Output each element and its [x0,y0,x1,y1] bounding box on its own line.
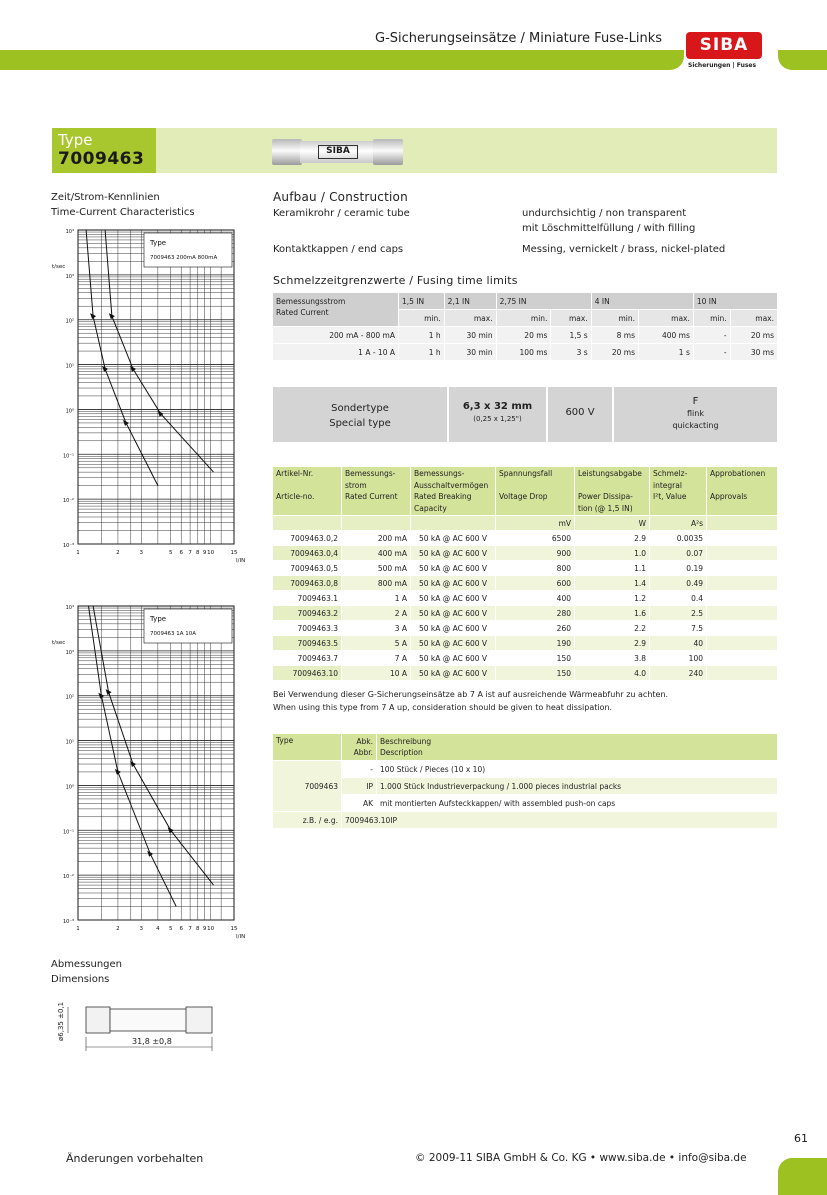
y-tick-label: 10⁻² [62,874,74,881]
fusing-cell: - [694,327,730,343]
article-cell [707,576,777,590]
article-cell [707,591,777,605]
x-tick-label: 4 [156,926,160,932]
article-cell: 2.9 [575,531,649,545]
x-tick-label: 2 [116,550,120,556]
header-title: G-Sicherungseinsätze / Miniature Fuse-Links [375,31,663,46]
x-tick-label: 5 [168,926,173,932]
article-cell: 260 [496,621,574,635]
fusing-m2: 2,1 IN [445,293,496,309]
article-cell [707,666,777,680]
pack-eg-value: 7009463.10IP [342,812,777,828]
article-header-line: Power Dissipa- [578,492,633,501]
article-row [273,546,777,560]
article-cell: 50 kA @ AC 600 V [411,531,495,545]
article-header-line: Approbationen [710,469,766,478]
fusing-cell: 400 ms [639,327,693,343]
article-cell: 1.6 [575,606,649,620]
legend-text: 7009463 200mA 800mA [150,255,218,261]
construction-transparency: undurchsichtig / non transparent [522,208,687,219]
y-tick-label: 10⁻² [62,498,74,505]
tc-heading-en: Time-Current Characteristics [51,207,195,218]
article-header-line: Bemessungs- [345,469,396,478]
article-cell: 7009463.7 [273,651,341,665]
x-tick-label: 8 [196,926,200,932]
article-header-line: Bemessungs- [414,469,465,478]
x-tick-label: 10 [207,550,215,556]
article-header [411,467,495,515]
article-cell: 50 kA @ AC 600 V [411,606,495,620]
special-voltage: 600 V [548,387,612,442]
article-unit: mV [496,516,574,530]
y-tick-label: 10⁻¹ [62,829,74,836]
type-number: 7009463 [58,149,145,169]
x-tick-label: 3 [139,926,144,932]
construction-filling: mit Löschmittelfüllung / with filling [522,223,696,234]
fusing-h1: Bemessungsstrom [276,297,346,306]
y-tick-label: 10¹ [65,363,74,370]
article-cell: 50 kA @ AC 600 V [411,546,495,560]
article-row [273,621,777,635]
time-current-chart-2 [48,598,248,954]
special-char-en: quickacting [672,421,719,430]
article-table [272,466,778,681]
article-cell: 7009463.0,5 [273,561,341,575]
pack-h-abbr: Abbr. [353,748,373,757]
y-tick-label: 10⁻¹ [62,453,74,460]
special-char: F [692,396,699,407]
special-char-de: flink [687,409,704,418]
fusing-cell: 1 h [399,344,444,360]
fusing-cell: 30 min [445,327,496,343]
article-cell: 190 [496,636,574,650]
pack-abbr: AK [342,795,376,811]
article-cell: 280 [496,606,574,620]
pack-eg-label: z.B. / e.g. [273,812,341,828]
article-header-line: Leistungsabgabe [578,469,642,478]
article-header-line: strom [345,480,367,490]
y-tick-label: 10⁻³ [62,543,74,549]
article-cell: 0.07 [650,546,706,560]
type-bar [156,128,777,173]
article-cell [707,531,777,545]
x-tick-label: 15 [230,926,238,932]
legend-title: Type [150,239,167,247]
article-cell: 0.4 [650,591,706,605]
construction-caps: Kontaktkappen / end caps [273,244,404,255]
y-tick-label: 10³ [65,273,74,280]
packaging-table [272,733,778,829]
article-row [273,561,777,575]
legend-text: 7009463 1A 10A [150,631,197,637]
special-type-box [273,387,777,442]
article-cell: 0.49 [650,576,706,590]
construction-caps-material: Messing, vernickelt / brass, nickel-plated [522,244,726,255]
article-cell: 1.4 [575,576,649,590]
footer-right: © 2009-11 SIBA GmbH & Co. KG • www.siba.de • info@siba.de [415,1152,747,1164]
x-tick-label: 10 [207,926,215,932]
y-tick-label: 10⁻³ [62,919,74,925]
fusing-cell: 20 ms [497,327,551,343]
y-tick-label: 10² [65,318,74,325]
fusing-m4: 4 IN [592,293,693,309]
article-header-line: Schmelz- [653,469,688,478]
article-cell: 3 A [342,621,410,635]
article-cell: 400 mA [342,546,410,560]
article-header-line: tion (@ 1,5 IN) [578,503,633,513]
fusing-max: max. [445,310,496,326]
fusing-min: min. [592,310,638,326]
article-cell: 7009463.3 [273,621,341,635]
fusing-title: Schmelzzeitgrenzwerte / Fusing time limits [273,274,518,287]
article-cell: 7009463.10 [273,666,341,680]
article-cell: 6500 [496,531,574,545]
x-tick-label: 9 [202,926,207,932]
article-row [273,666,777,680]
page-number: 61 [794,1132,808,1145]
article-cell: 800 [496,561,574,575]
fusing-min: min. [399,310,444,326]
fusing-m3: 2,75 IN [497,293,591,309]
article-cell: 1.0 [575,546,649,560]
fusing-m1: 1,5 IN [399,293,444,309]
article-unit [707,516,777,530]
logo-subtitle: Sicherungen | Fuses [688,62,757,69]
article-cell: 50 kA @ AC 600 V [411,591,495,605]
fusing-m5: 10 IN [694,293,777,309]
y-tick-label: 10¹ [65,739,74,746]
article-cell: 50 kA @ AC 600 V [411,651,495,665]
special-size-inch: (0,25 x 1,25") [473,415,522,423]
tc-heading-de: Zeit/Strom-Kennlinien [51,192,160,203]
article-unit [273,516,341,530]
x-tick-label: 2 [116,926,120,932]
dim-heading-en: Dimensions [51,974,110,985]
article-row [273,636,777,650]
article-header-line: Capacity [414,503,447,513]
article-cell: 7009463.2 [273,606,341,620]
fusing-cell: 1,5 s [551,327,590,343]
x-tick-label: 8 [196,550,200,556]
y-tick-label: 10⁴ [65,605,74,611]
article-cell: 500 mA [342,561,410,575]
article-cell: 5 A [342,636,410,650]
article-cell: 7.5 [650,621,706,635]
article-unit: A²s [650,516,706,530]
special-en: Special type [329,418,391,429]
x-tick-label: 5 [168,550,173,556]
construction-title: Aufbau / Construction [273,190,408,204]
x-tick-label: 1 [76,926,80,932]
pack-desc: 1.000 Stück Industrieverpackung / 1.000 pieces industrial packs [377,778,777,794]
article-cell: 600 [496,576,574,590]
article-header [342,467,410,515]
fusing-row-label: 1 A - 10 A [273,344,398,360]
article-cell: 10 A [342,666,410,680]
article-cell [707,636,777,650]
article-cell: 7009463.1 [273,591,341,605]
x-tick-label: 1 [76,550,80,556]
fuse-image [272,139,403,165]
article-cell [707,621,777,635]
pack-h-abk: Abk. [356,737,373,746]
article-header-line: Approvals [710,492,748,501]
dim-heading-de: Abmessungen [51,959,123,970]
article-cell: 50 kA @ AC 600 V [411,621,495,635]
fusing-cell: - [694,344,730,360]
y-tick-label: 10³ [65,649,74,656]
article-unit [342,516,410,530]
article-header [575,467,649,515]
time-current-chart-1 [48,222,248,578]
article-cell: 400 [496,591,574,605]
fusing-cell: 100 ms [497,344,551,360]
fusing-row [273,327,777,343]
article-header [707,467,777,515]
article-unit [411,516,495,530]
article-header [650,467,706,515]
article-cell: 2.9 [575,636,649,650]
x-axis-label: I/IN [236,934,246,940]
header-band [0,50,684,70]
x-tick-label: 7 [188,550,192,556]
article-cell: 900 [496,546,574,560]
article-cell: 0.0035 [650,531,706,545]
pack-type: 7009463 [273,761,341,811]
y-axis-label: t/sec [52,264,66,270]
article-cell: 1 A [342,591,410,605]
siba-logo: SIBA [686,32,762,59]
article-cell: 7 A [342,651,410,665]
article-header [273,467,341,515]
pack-h-besch: Beschreibung [380,737,432,746]
article-cell: 240 [650,666,706,680]
article-cell [707,546,777,560]
article-header-line: Voltage Drop [499,492,548,501]
fuse-logo: SIBA [318,145,358,159]
fusing-row-label: 200 mA - 800 mA [273,327,398,343]
footer-corner [778,1158,827,1195]
article-header-line: Ausschaltvermögen [414,480,489,490]
pack-abbr: - [342,761,376,777]
type-label: Type [58,131,93,149]
header-band-right [778,50,827,70]
article-cell: 3.8 [575,651,649,665]
heat-note-de: Bei Verwendung dieser G-Sicherungseinsätze ab 7 A ist auf ausreichende Wärmeabfuhr zu achten. [273,690,669,699]
article-header-line: Artikel-Nr. [276,469,314,478]
article-cell: 2.5 [650,606,706,620]
article-header-line: Spannungsfall [499,469,553,478]
fusing-cell: 20 ms [731,327,777,343]
article-row [273,651,777,665]
article-cell: 7009463.5 [273,636,341,650]
fusing-cell: 30 min [445,344,496,360]
article-cell: 150 [496,666,574,680]
special-size: 6,3 x 32 mm [462,401,533,412]
fusing-cell: 1 s [639,344,693,360]
x-tick-label: 7 [188,926,192,932]
fusing-row [273,344,777,360]
article-cell: 150 [496,651,574,665]
dim-diameter: ø6,35 ±0,1 [57,1001,65,1041]
article-cell [707,606,777,620]
article-cell: 0.19 [650,561,706,575]
fusing-cell: 8 ms [592,327,638,343]
dim-length: 31,8 ±0,8 [132,1037,172,1046]
article-cell [707,561,777,575]
article-row [273,576,777,590]
article-cell: 800 mA [342,576,410,590]
pack-abbr: IP [342,778,376,794]
article-cell: 7009463.0,2 [273,531,341,545]
heat-note-en: When using this type from 7 A up, consideration should be given to heat dissipation. [273,703,613,712]
article-header-line: Rated Breaking [414,492,472,501]
x-axis-label: I/IN [236,558,246,564]
fusing-table [272,292,778,361]
article-cell: 4.0 [575,666,649,680]
special-de: Sondertype [331,403,389,414]
fusing-cell: 30 ms [731,344,777,360]
dimension-drawing [50,995,230,1060]
construction-tube: Keramikrohr / ceramic tube [273,208,410,219]
article-cell: 50 kA @ AC 600 V [411,666,495,680]
article-cell: 50 kA @ AC 600 V [411,576,495,590]
y-tick-label: 10⁴ [65,229,74,235]
pack-desc: mit montierten Aufsteckkappen/ with assembled push-on caps [377,795,777,811]
article-cell [707,651,777,665]
article-header-line: I²t, Value [653,492,687,501]
fusing-min: min. [497,310,551,326]
article-cell: 40 [650,636,706,650]
footer-left: Änderungen vorbehalten [66,1152,204,1165]
y-tick-label: 10⁰ [65,784,74,791]
fusing-h2: Rated Current [276,308,329,317]
fusing-max: max. [639,310,693,326]
article-row [273,591,777,605]
article-header-line: integral [653,480,682,490]
fusing-cell: 3 s [551,344,590,360]
article-cell: 7009463.0,8 [273,576,341,590]
x-tick-label: 6 [179,550,183,556]
fusing-cell: 1 h [399,327,444,343]
article-cell: 50 kA @ AC 600 V [411,636,495,650]
x-tick-label: 9 [202,550,207,556]
article-cell: 1.1 [575,561,649,575]
article-header-line: Article-no. [276,492,315,501]
pack-h-type: Type [273,734,341,760]
fusing-max: max. [731,310,777,326]
pack-h-desc: Description [380,748,423,757]
article-cell: 50 kA @ AC 600 V [411,561,495,575]
y-tick-label: 10² [65,694,74,701]
y-axis-label: t/sec [52,640,66,646]
article-cell: 200 mA [342,531,410,545]
x-tick-label: 6 [179,926,183,932]
article-cell: 2.2 [575,621,649,635]
fusing-max: max. [551,310,590,326]
article-header [496,467,574,515]
fusing-cell: 20 ms [592,344,638,360]
article-header-line: Rated Current [345,492,398,501]
article-row [273,606,777,620]
x-tick-label: 3 [139,550,144,556]
article-cell: 100 [650,651,706,665]
x-tick-label: 15 [230,550,238,556]
article-cell: 2 A [342,606,410,620]
article-cell: 1.2 [575,591,649,605]
article-cell: 7009463.0,4 [273,546,341,560]
article-row [273,531,777,545]
y-tick-label: 10⁰ [65,408,74,415]
legend-title: Type [150,615,167,623]
article-unit: W [575,516,649,530]
fusing-min: min. [694,310,730,326]
pack-desc: 100 Stück / Pieces (10 x 10) [377,761,777,777]
